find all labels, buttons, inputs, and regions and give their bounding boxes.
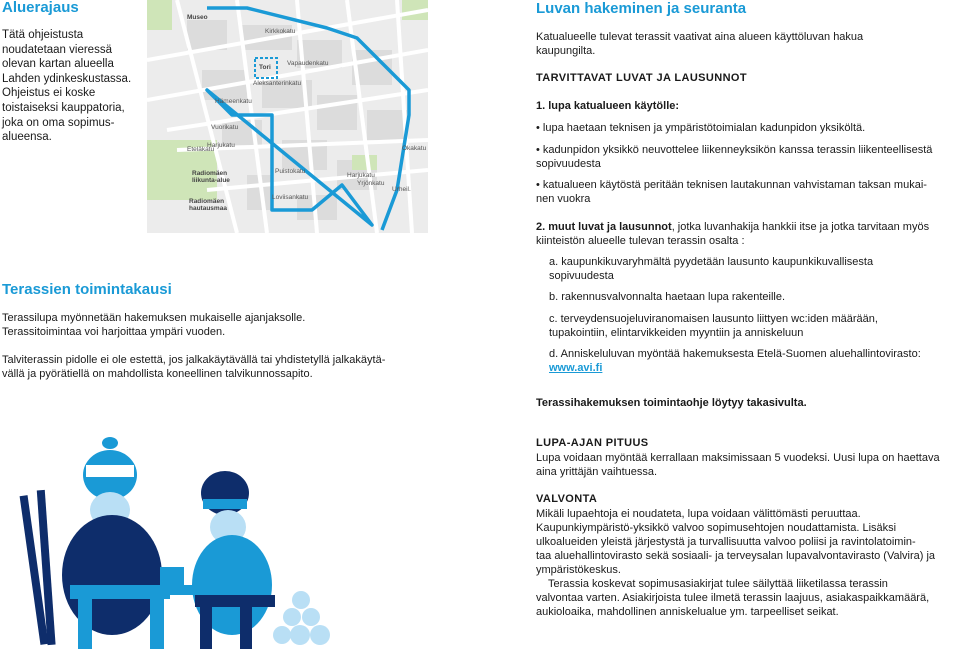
text-line: d. Anniskeluluvan myöntää hakemuksesta Etelä-Suomen aluehallintovirasto: [549, 348, 921, 360]
text-line: ulkoalueiden yleistä järjestystä ja turvallisuutta valvoo poliisi ja ravintolatoimin- [536, 536, 916, 548]
text-line: aina yrittäjän vaihtuessa. [536, 466, 658, 478]
map-label: Vapaudenkatu [287, 60, 329, 67]
item-c [549, 312, 960, 340]
text-line: valvontaa varten. Asiakirjoista tulee ilmetä terassin laajuus, asiakaspaikkamäärä, [536, 592, 930, 604]
valvonta-text [536, 507, 960, 577]
map-label: Harjukatu [207, 142, 235, 149]
map-label: Eteläkatu [187, 146, 215, 153]
luvan-hakeminen-title: Luvan hakeminen ja seuranta [536, 0, 747, 17]
item-a [549, 255, 960, 283]
item2-rest: , jotka luvanhakija hankkii itse ja jotka tarvitaan myös [671, 221, 930, 233]
valvonta-text2 [536, 577, 960, 619]
map-label: Okakatu [402, 145, 427, 152]
text-line: ympäristökeskus. [536, 564, 621, 576]
text-line: Terassilupa myönnetään hakemuksen mukaiselle ajanjaksolle. [2, 312, 306, 324]
item2 [536, 220, 960, 248]
text-line: Terassia koskevat sopimusasiakirjat tulee säilyttää liiketilassa terassin [548, 578, 888, 590]
area-map [147, 0, 428, 233]
map-label: Hämeenkatu [215, 98, 252, 105]
valvonta-title: VALVONTA [536, 493, 598, 505]
aluerajaus-title: Aluerajaus [2, 0, 79, 16]
map-label: Loviisankatu [272, 194, 309, 201]
text-line: aukioloaika, mahdollinen anniskelualue ym. tarpeelliset seikat. [536, 606, 839, 618]
map-label: Radiomäen hautausmaa [189, 198, 227, 212]
section-luvat-title: TARVITTAVAT LUVAT JA LAUSUNNOT [536, 72, 748, 84]
bullet-item [536, 121, 960, 135]
text-line: Mikäli lupaehtoja ei noudateta, lupa voidaan välittömästi peruuttaa. [536, 508, 861, 520]
aluerajaus-intro [2, 28, 142, 145]
text-line: katualueen käytöstä peritään teknisen lautakunnan vahvistaman taksan mukai- [542, 179, 927, 191]
text-line: kadunpidon yksikkö neuvottelee liikenneyksikön kanssa terassin liikenteellisestä [542, 144, 933, 156]
intro-line: noudatetaan vieressä [2, 43, 112, 56]
map-label: Harjukatu [347, 172, 375, 179]
map-label: Yrjönkatu [357, 180, 385, 187]
toimintakausi-p2 [2, 353, 432, 381]
lupa-ajan-text [536, 451, 960, 479]
intro-line: olevan kartan alueella [2, 58, 114, 71]
intro-line: toistaiseksi kauppatoria, [2, 101, 125, 114]
text-line: lupa haetaan teknisen ja ympäristötoimialan kadunpidon yksiköltä. [542, 122, 866, 134]
more-info-note: Terassihakemuksen toimintaohje löytyy takasivulta. [536, 397, 807, 409]
map-label: Aleksanterinkatu [253, 80, 302, 87]
intro-line: Ohjeistus ei koske [2, 87, 96, 100]
map-label: Tori [259, 64, 271, 71]
toimintakausi-title: Terassien toimintakausi [2, 281, 172, 298]
item2-bold: 2. muut luvat ja lausunnot [536, 221, 672, 233]
avi-link[interactable]: www.avi.fi [549, 362, 603, 374]
item-d [549, 347, 960, 375]
text-line: kaupungilta. [536, 45, 596, 57]
intro-line: alueensa. [2, 131, 52, 144]
intro-line: Lahden ydinkeskustassa. [2, 72, 132, 85]
text-line: Terassitoimintaa voi harjoittaa ympäri vuoden. [2, 326, 226, 338]
map-label: Urheil. [392, 186, 411, 193]
text-line: sopivuudesta [536, 158, 601, 170]
bullet-item [536, 178, 960, 206]
text-line: Lupa voidaan myöntää kerrallaan maksimissaan 5 vuodeksi. Uusi lupa on haettava [536, 452, 940, 464]
right-intro [536, 30, 960, 58]
text-line: sopivuudesta [549, 270, 614, 282]
map-label: Radiomäen liikunta-alue [192, 170, 230, 184]
text-line: a. kaupunkikuvaryhmältä pyydetään lausunto kaupunkikuvallisesta [549, 256, 874, 268]
text-line: vällä ja pyörätiellä on mahdollista koneellinen talvikunnossapito. [2, 368, 313, 380]
text-line: taa aluehallintovirasto sekä sosiaali- ja terveysalan lupavalvontavirasto (Valvira) ja [536, 550, 936, 562]
text-line: kiinteistön alueelle tulevan terassin osalta : [536, 235, 745, 247]
text-line: Katualueelle tulevat terassit vaativat aina alueen käyttöluvan hakua [536, 31, 864, 43]
text-line: c. terveydensuojeluviranomaisen lausunto liittyen wc:iden määrään, [549, 313, 878, 325]
map-label: Vuorikatu [211, 124, 239, 131]
text-line: Kaupunkiympäristö-yksikkö valvoo sopimusehtojen noudattamista. Lisäksi [536, 522, 897, 534]
lupa-ajan-title: LUPA-AJAN PITUUS [536, 437, 649, 449]
skiers-illustration [0, 435, 330, 649]
map-label: Museo [187, 14, 208, 21]
item1-title: 1. lupa katualueen käytölle: [536, 100, 680, 112]
intro-line: joka on oma sopimus- [2, 116, 115, 129]
bullet-item [536, 143, 960, 171]
map-label: Kirkkokatu [265, 28, 296, 35]
text-line: nen vuokra [536, 193, 591, 205]
text-line: tupakointiin, elintarvikkeiden myyntiin ja anniskeluun [549, 327, 804, 339]
toimintakausi-p1 [2, 311, 432, 339]
map-label: Puistokatu [275, 168, 306, 175]
intro-line: Tätä ohjeistusta [2, 29, 84, 41]
text-line: Talviterassin pidolle ei ole estettä, jos jalkakäytävällä tai yhdistetyllä jalkakäytä- [2, 354, 386, 366]
item-b: b. rakennusvalvonnalta haetaan lupa rakenteille. [549, 291, 786, 303]
